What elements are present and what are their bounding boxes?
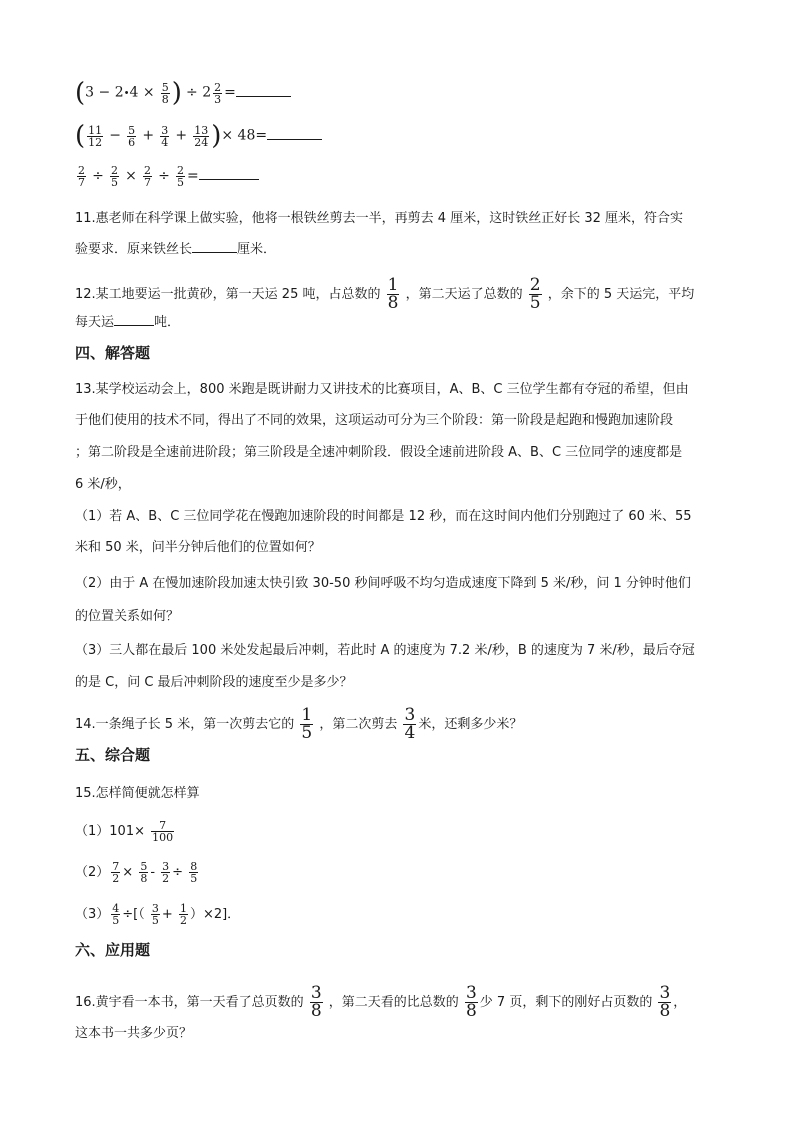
q13-part3: 的是 C，问 C 最后冲刺阶段的速度至少是多少？ <box>75 675 353 690</box>
fraction: $\frac{3}{8}$ <box>465 983 477 1021</box>
answer-blank[interactable] <box>236 84 291 97</box>
eq-text: = <box>187 168 199 184</box>
eq-text: 4 × <box>129 84 155 101</box>
q16-line1 <box>75 985 686 1020</box>
fraction: $\frac{7}{100}$ <box>152 819 174 844</box>
operator: ÷ <box>172 865 184 880</box>
equation-2 <box>75 123 322 149</box>
fraction: $\frac{13}{24}$ <box>194 123 209 149</box>
answer-blank[interactable] <box>114 313 154 326</box>
q12-line2 <box>75 313 180 332</box>
q13-line: 13.某学校运动会上，800 米跑是既讲耐力又讲技术的比赛项目，A、B、C 三位学生都有夺冠的希望，但由 <box>75 382 689 397</box>
fraction: $\frac{2}{3}$ <box>214 80 222 106</box>
fraction: $\frac{3}{8}$ <box>659 983 671 1021</box>
fraction: $\frac{8}{5}$ <box>190 860 198 885</box>
q12-line1 <box>75 277 694 312</box>
fraction: $\frac{3}{8}$ <box>310 983 322 1021</box>
q16-text: 16.黄宇看一本书，第一天看了总页数的 <box>75 995 304 1010</box>
q15-text: ）×2]． <box>189 907 241 922</box>
q16-text: ，第二天看的比总数的 <box>328 995 459 1010</box>
equation-3 <box>75 165 259 188</box>
q13-part2: 的位置关系如何？ <box>75 609 180 624</box>
q15-part2 <box>75 861 200 884</box>
fraction: $\frac{3}{2}$ <box>162 860 170 885</box>
operator: ÷ <box>158 168 170 184</box>
eq-text: = <box>224 84 236 101</box>
fraction: $\frac{2}{7}$ <box>144 164 152 189</box>
q14-text: ，第二次剪去 <box>319 717 398 732</box>
q13-part3: （3）三人都在最后 100 米处发起最后冲刺，若此时 A 的速度为 7.2 米/秒，B 的速度为 7 米/秒，最后夺冠 <box>75 643 695 658</box>
operator: + <box>161 907 173 922</box>
close-paren: ) <box>211 121 222 151</box>
eq-text: ÷ 2 <box>186 84 212 101</box>
q13-part2: （2）由于 A 在慢加速阶段加速太快引致 30-50 秒间呼吸不均匀造成速度下降到 5 米/秒，问 1 分钟时他们 <box>75 576 691 591</box>
eq-text: 3 − 2 <box>85 84 124 101</box>
answer-blank[interactable] <box>267 127 322 140</box>
fraction: $\frac{2}{7}$ <box>78 164 85 189</box>
close-paren: ) <box>171 78 182 108</box>
q14-text: 14.一条绳子长 5 米，第一次剪去它的 <box>75 717 295 732</box>
q13-part1: （1）若 A、B、C 三位同学花在慢跑加速阶段的时间都是 12 秒，而在这时间内他们分别跑过了 60 米、55 <box>75 509 692 524</box>
fraction: $\frac{5}{8}$ <box>140 860 148 885</box>
answer-blank[interactable] <box>192 240 237 253</box>
q14-text: 米，还剩多少米？ <box>418 717 523 732</box>
operator: ÷ <box>92 168 104 184</box>
q12-text: 吨． <box>154 315 181 330</box>
q15-text: （2） <box>75 865 110 880</box>
section-heading-6: 六、应用题 <box>75 941 151 959</box>
open-paren: ( <box>75 78 86 108</box>
fraction: $\frac{2}{5}$ <box>111 164 119 189</box>
q11-text: 验要求．原来铁丝长 <box>75 242 193 257</box>
operator: + <box>142 127 155 144</box>
answer-blank[interactable] <box>199 167 259 180</box>
q14-line <box>75 707 522 742</box>
operator: − <box>109 127 122 144</box>
section-heading-4: 四、解答题 <box>75 344 151 362</box>
fraction: $\frac{3}{5}$ <box>151 902 159 927</box>
fraction: $\frac{5}{8}$ <box>161 80 169 106</box>
fraction: $\frac{2}{5}$ <box>177 164 185 189</box>
operator: × <box>122 865 134 880</box>
fraction: $\frac{1}{8}$ <box>387 275 399 313</box>
eq-dot: • <box>123 88 130 100</box>
fraction: $\frac{7}{2}$ <box>112 860 120 885</box>
q11-line1: 11.惠老师在科学课上做实验，他将一根铁丝剪去一半，再剪去 4 厘米，这时铁丝正好长 32 厘米，符合实 <box>75 211 684 226</box>
q13-part1: 米和 50 米，问半分钟后他们的位置如何？ <box>75 540 321 555</box>
q11-text: 厘米． <box>237 242 277 257</box>
fraction: $\frac{3}{4}$ <box>404 705 416 743</box>
q12-text: 每天运 <box>75 315 115 330</box>
q15-text: ÷[（ <box>122 907 145 922</box>
q13-line: 6 米/秒， <box>75 477 131 492</box>
equation-1 <box>75 80 291 106</box>
open-paren: ( <box>75 121 86 151</box>
q15-text: （1）101× <box>75 824 145 839</box>
q13-line: ；第二阶段是全速前进阶段；第三阶段是全速冲刺阶段．假设全速前进阶段 A、B、C 三位同学的速度都是 <box>75 445 683 460</box>
fraction: $\frac{1}{2}$ <box>179 902 187 927</box>
fraction: $\frac{2}{5}$ <box>529 275 541 313</box>
q11-line2 <box>75 240 276 259</box>
operator: × <box>125 168 137 184</box>
q15-text: （3） <box>75 907 110 922</box>
eq-text: × 48= <box>221 127 268 144</box>
q12-text: 12.某工地要运一批黄砂，第一天运 25 吨，占总数的 <box>75 287 381 302</box>
fraction: $\frac{11}{12}$ <box>88 123 103 149</box>
fraction: $\frac{4}{5}$ <box>112 902 120 927</box>
section-heading-5: 五、综合题 <box>75 746 151 764</box>
fraction: $\frac{3}{4}$ <box>161 123 169 149</box>
operator: + <box>175 127 188 144</box>
q15-part1 <box>75 820 176 843</box>
q16-line2: 这本书一共多少页？ <box>75 1026 193 1041</box>
q12-text: ，第二天运了总数的 <box>405 287 523 302</box>
operator: - <box>150 865 156 880</box>
fraction: $\frac{1}{5}$ <box>301 705 313 743</box>
fraction: $\frac{5}{6}$ <box>128 123 136 149</box>
q16-text: 少 7 页，剩下的刚好占页数的 <box>479 995 653 1010</box>
q15-part3 <box>75 903 240 926</box>
q16-text: ， <box>673 995 687 1010</box>
q13-line: 于他们使用的技术不同，得出了不同的效果，这项运动可分为三个阶段：第一阶段是起跑和慢跑加速阶段 <box>75 413 674 428</box>
q15-title: 15.怎样简便就怎样算 <box>75 786 200 801</box>
q12-text: ，余下的 5 天运完，平均 <box>547 287 695 302</box>
